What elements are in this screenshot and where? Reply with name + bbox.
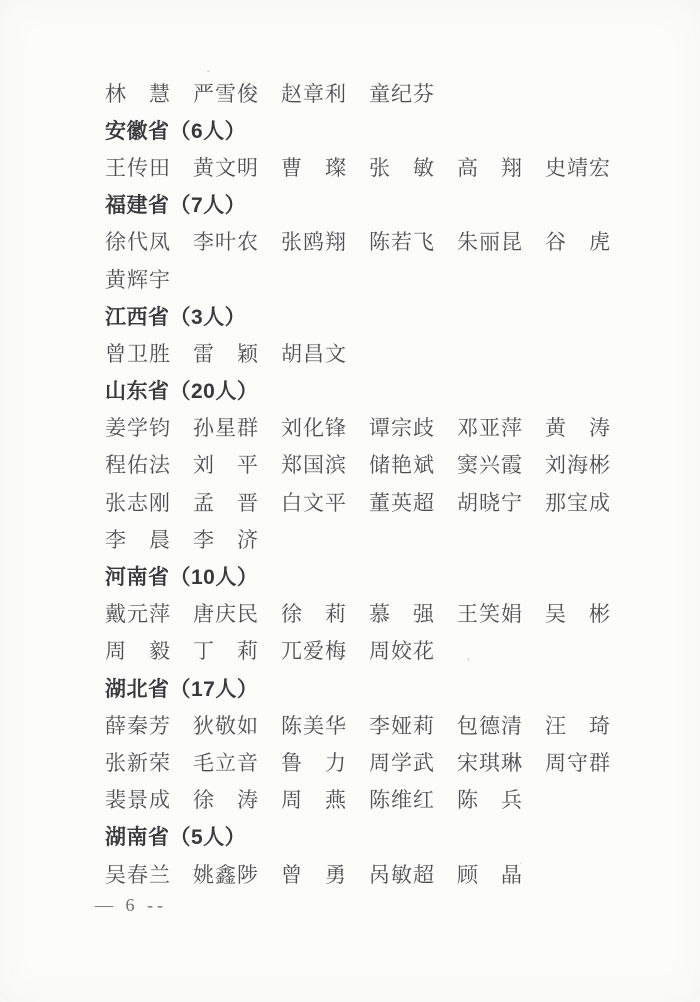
province-header-hunan: 湖南省（5人） [105, 826, 247, 850]
name-row: 戴元萍 唐庆民 徐 莉 慕 强 王笑娟 吴 彬 [105, 602, 611, 627]
name-row: 徐代凤 李叶农 张鸥翔 陈若飞 朱丽昆 谷 虎 [105, 230, 611, 255]
name-row: 周 毅 丁 莉 兀爱梅 周姣花 [105, 639, 435, 664]
name-row: 王传田 黄文明 曹 璨 张 敏 高 翔 史靖宏 [105, 155, 611, 180]
scan-speck [467, 658, 470, 661]
name-list [105, 74, 640, 892]
name-row: 李 晨 李 济 [105, 527, 259, 552]
province-header-shandong: 山东省（20人） [105, 380, 259, 404]
province-header-henan: 河南省（10人） [105, 566, 259, 590]
name-row: 程佑法 刘 平 郑国滨 储艳斌 窦兴霞 刘海彬 [105, 453, 611, 478]
name-row: 张新荣 毛立音 鲁 力 周学武 宋琪琳 周守群 [105, 750, 611, 775]
name-row: 吴春兰 姚鑫陟 曾 勇 呙敏超 顾 晶 [105, 862, 523, 887]
name-row: 黄辉宇 [105, 267, 171, 292]
name-row: 张志刚 孟 晋 白文平 董英超 胡晓宁 那宝成 [105, 490, 611, 515]
name-row: 薛秦芳 狄敬如 陈美华 李娅莉 包德清 汪 琦 [105, 713, 611, 738]
province-header-hubei: 湖北省（17人） [105, 677, 259, 701]
page-number: — 6 -- [95, 895, 167, 915]
scan-speck [520, 862, 522, 864]
name-row: 裴景成 徐 涛 周 燕 陈维红 陈 兵 [105, 788, 523, 813]
province-header-fujian: 福建省（7人） [105, 194, 247, 218]
province-header-anhui: 安徽省（6人） [105, 119, 247, 143]
province-header-jiangxi: 江西省（3人） [105, 305, 247, 329]
name-row: 林 慧 严雪俊 赵章利 童纪芬 [105, 81, 435, 106]
scan-speck [207, 70, 210, 72]
name-row: 曾卫胜 雷 颖 胡昌文 [105, 341, 347, 366]
name-row: 姜学钧 孙星群 刘化锋 谭宗歧 邓亚萍 黄 涛 [105, 416, 611, 441]
